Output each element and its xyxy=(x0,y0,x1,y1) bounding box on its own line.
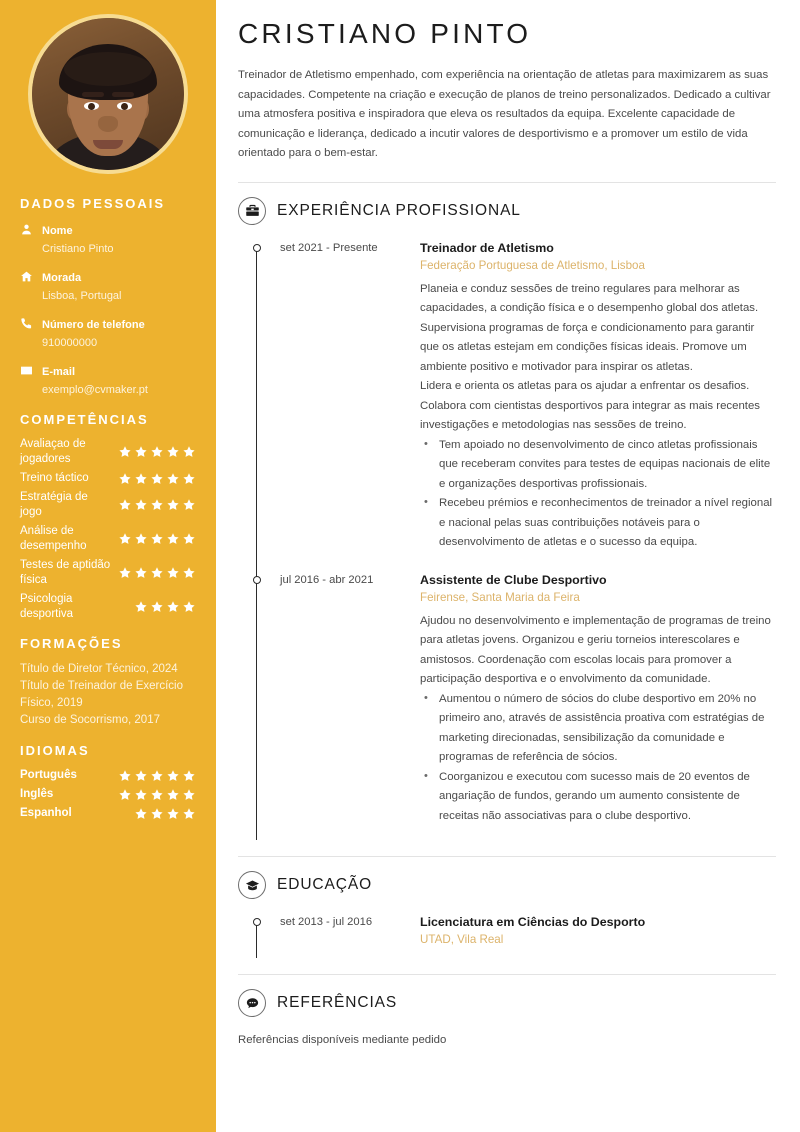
page-title: CRISTIANO PINTO xyxy=(238,18,532,49)
graduation-cap-icon xyxy=(238,871,266,899)
contact-value: Lisboa, Portugal xyxy=(42,290,122,302)
personal-data-title: DADOS PESSOAIS xyxy=(20,196,166,211)
skills-title: COMPETÊNCIAS xyxy=(20,412,149,427)
skill-row xyxy=(20,558,196,588)
star-rating xyxy=(118,445,196,459)
skill-row xyxy=(20,592,196,622)
sidebar xyxy=(0,0,216,1132)
entry-organization: Federação Portuguesa de Atletismo, Lisboa xyxy=(420,258,645,272)
experience-header xyxy=(238,197,776,225)
divider xyxy=(238,974,776,975)
entry-paragraph: Ajudou no desenvolvimento e implementação de programas de treino para atletas jovens. Organizou e geriu torneios interescolares e amistosos. Coordenação com escolas locais para promover a participação desportiva e o envolvimento da comunidade. xyxy=(420,614,771,685)
contact-row-morada xyxy=(20,268,196,304)
references-title: REFERÊNCIAS xyxy=(277,994,398,1011)
language-row xyxy=(20,806,196,821)
timeline-entry xyxy=(256,913,776,958)
skill-row xyxy=(20,437,196,467)
entry-date: jul 2016 - abr 2021 xyxy=(280,573,374,586)
rating-label: Psicologia desportiva xyxy=(20,593,74,620)
entry-body xyxy=(420,571,776,841)
envelope-icon xyxy=(20,362,42,377)
star-rating xyxy=(118,472,196,486)
languages-section xyxy=(0,743,216,821)
contact-value: exemplo@cvmaker.pt xyxy=(42,384,148,396)
timeline-dot xyxy=(253,918,261,926)
portrait-illustration xyxy=(32,18,184,170)
chat-bubble-icon xyxy=(238,989,266,1017)
timeline-entry xyxy=(256,571,776,841)
star-rating xyxy=(118,788,196,802)
entry-role: Assistente de Clube Desportivo xyxy=(420,572,607,587)
contact-label: E-mail xyxy=(42,366,76,378)
rating-label: Estratégia de jogo xyxy=(20,491,88,518)
person-icon xyxy=(20,221,42,236)
rating-label: Português xyxy=(20,769,77,781)
contact-value: Cristiano Pinto xyxy=(42,243,114,255)
skills-section xyxy=(0,412,216,622)
divider xyxy=(238,856,776,857)
entry-bullet: • Tem apoiado no desenvolvimento de cinco atletas profissionais que receberam convites para testes de equipas nacionais de elite e organizações desportivas profissionais. xyxy=(420,436,776,495)
star-rating xyxy=(134,600,196,614)
language-row xyxy=(20,787,196,802)
star-rating xyxy=(118,532,196,546)
education-section xyxy=(238,871,776,958)
contact-label: Número de telefone xyxy=(42,319,145,331)
entry-organization: UTAD, Vila Real xyxy=(420,933,504,946)
entry-date: set 2021 - Presente xyxy=(280,241,378,254)
entry-paragraph: Planeia e conduz sessões de treino regulares para melhorar as capacidades, a condição física e o desempenho global dos atletas. Supervisiona programas de força e condicionamento para garantir que os atletas estejam em condições físicas ideais. Promove um ambiente positivo e motivador para inspirar os atletas. xyxy=(420,282,759,373)
languages-list xyxy=(20,768,196,821)
courses-list xyxy=(20,661,196,729)
references-section xyxy=(238,989,776,1050)
skills-list xyxy=(20,437,196,622)
entry-organization: Feirense, Santa Maria da Feira xyxy=(420,590,580,604)
experience-section xyxy=(238,197,776,841)
references-text: Referências disponíveis mediante pedido xyxy=(238,1034,447,1046)
avatar xyxy=(28,14,188,174)
timeline-dot xyxy=(253,576,261,584)
entry-role: Licenciatura em Ciências do Desporto xyxy=(420,915,646,929)
contact-label: Morada xyxy=(42,272,82,284)
briefcase-icon xyxy=(238,197,266,225)
rating-label: Espanhol xyxy=(20,807,72,819)
rating-label: Análise de desempenho xyxy=(20,525,87,552)
rating-label: Treino táctico xyxy=(20,472,89,484)
timeline-entry xyxy=(256,239,776,567)
entry-body xyxy=(420,913,776,958)
entry-bullets xyxy=(420,690,776,827)
entry-paragraph: Lidera e orienta os atletas para os ajudar a enfrentar os desafios. Colabora com cientistas desportivos para integrar as mais recentes investigações e metodologias nas sessões de treino. xyxy=(420,380,760,431)
rating-label: Avaliaçao de jogadores xyxy=(20,438,86,465)
entry-role: Treinador de Atletismo xyxy=(420,240,554,255)
education-title: EDUCAÇÃO xyxy=(277,876,373,893)
entry-bullet: • Aumentou o número de sócios do clube desportivo em 20% no primeiro ano, através de assistência proativa com estratégias de marketing direcionadas, sensibilização da comunidade e programas de referência de sócios. xyxy=(420,690,776,768)
entry-date: set 2013 - jul 2016 xyxy=(280,916,373,928)
contact-row-telefone xyxy=(20,315,196,351)
skill-row xyxy=(20,490,196,520)
skill-row xyxy=(20,471,196,486)
skill-row xyxy=(20,524,196,554)
references-header xyxy=(238,989,776,1017)
contact-value: 910000000 xyxy=(42,337,98,349)
entry-bullet: • Coorganizou e executou com sucesso mais de 20 eventos de angariação de fundos, gerando um aumento consistente de receitas não associativas para o clube desportivo. xyxy=(420,768,776,827)
education-entries xyxy=(238,913,776,958)
star-rating xyxy=(118,769,196,783)
languages-title: IDIOMAS xyxy=(20,743,90,758)
education-header xyxy=(238,871,776,899)
course-item: Título de Diretor Técnico, 2024 xyxy=(20,663,178,675)
course-item: Título de Treinador de Exercício Físico, 2019 xyxy=(20,680,183,709)
courses-title: FORMAÇÕES xyxy=(20,636,123,651)
rating-label: Testes de aptidão física xyxy=(20,559,111,586)
star-rating xyxy=(134,807,196,821)
contact-label: Nome xyxy=(42,225,73,237)
personal-data-section xyxy=(0,196,216,398)
profile-summary: Treinador de Atletismo empenhado, com experiência na orientação de atletas para maximizarem as suas capacidades. Competente na criação e execução de planos de treino personalizados. Dedicado a cultivar uma atmosfera positiva e inspiradora que eleva os resultados da equipa. Excelente capacidade de comunicação e liderança, dedicado a incutir valores de desportivismo e a promover um estilo de vida orientado para o bem-estar. xyxy=(238,69,771,159)
timeline-dot xyxy=(253,244,261,252)
contact-row-nome xyxy=(20,221,196,257)
courses-section xyxy=(0,636,216,729)
main-content xyxy=(216,0,800,1132)
star-rating xyxy=(118,566,196,580)
course-item: Curso de Socorrismo, 2017 xyxy=(20,714,160,726)
entry-body xyxy=(420,239,776,567)
home-icon xyxy=(20,268,42,283)
contact-row-email xyxy=(20,362,196,398)
experience-title: EXPERIÊNCIA PROFISSIONAL xyxy=(277,201,521,219)
experience-entries xyxy=(238,239,776,841)
phone-icon xyxy=(20,315,42,330)
divider xyxy=(238,182,776,183)
language-row xyxy=(20,768,196,783)
entry-bullets xyxy=(420,436,776,553)
entry-bullet: • Recebeu prémios e reconhecimentos de treinador a nível regional e nacional pelas suas contribuições notáveis para o desenvolvimento de atletas e o sucesso da equipa. xyxy=(420,494,776,553)
rating-label: Inglês xyxy=(20,788,54,800)
star-rating xyxy=(118,498,196,512)
profile-photo-wrap xyxy=(0,0,216,190)
